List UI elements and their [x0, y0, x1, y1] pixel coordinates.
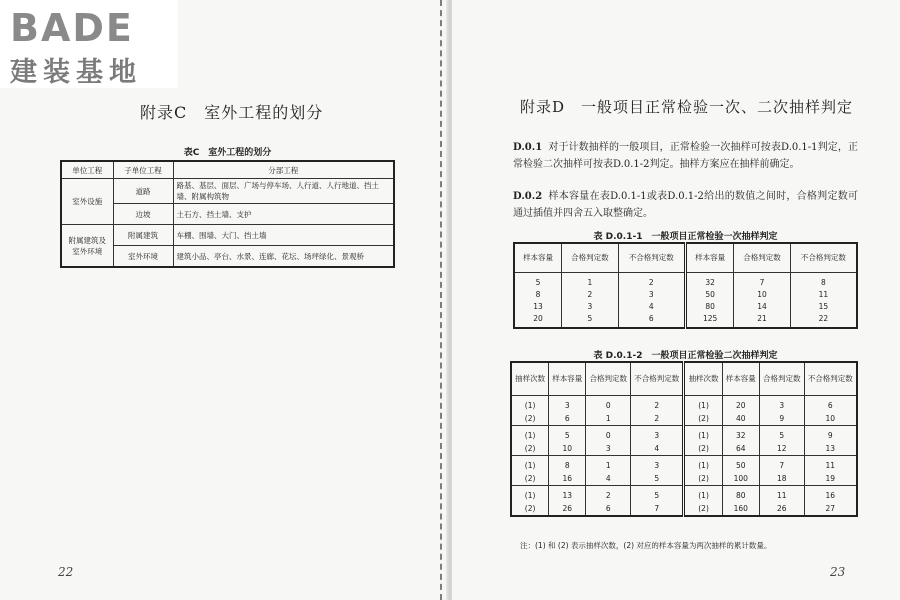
- table-cell: 14: [734, 300, 791, 312]
- table-cell: 18: [759, 472, 804, 486]
- table-cell: 3: [631, 426, 684, 443]
- table-c-caption: 表C 室外工程的划分: [183, 148, 272, 158]
- unit-cell: 室外设施: [61, 179, 113, 225]
- table-cell: (2): [511, 442, 549, 456]
- table-c: [60, 160, 395, 268]
- table-cell: 3: [631, 456, 684, 473]
- table-cell: 50: [722, 456, 759, 473]
- table-cell: 27: [804, 502, 857, 516]
- table-cell: 21: [734, 312, 791, 328]
- table-cell: (1): [511, 456, 549, 473]
- table-d2-header: 样本容量: [722, 362, 759, 396]
- table-d1-caption: 表 D.0.1-1 一般项目正常检验一次抽样判定: [593, 232, 778, 242]
- table-d2: [510, 361, 858, 517]
- table-cell: 9: [759, 412, 804, 426]
- table-cell: 32: [685, 273, 733, 289]
- sub-unit-cell: 道路: [113, 179, 173, 204]
- left-page: [0, 0, 448, 600]
- table-cell: (1): [684, 426, 722, 443]
- appendix-c-title: 附录C 室外工程的划分: [140, 103, 324, 122]
- table-cell: 5: [514, 273, 562, 289]
- table-cell: 20: [514, 312, 562, 328]
- parts-cell: 路基、基层、面层、广场与停车场、人行道、人行地道、挡土墙、附属构筑物: [173, 179, 394, 204]
- table-d1: [513, 242, 858, 329]
- table-d2-header: 样本容量: [549, 362, 586, 396]
- table-row: [511, 472, 857, 486]
- table-cell: 80: [685, 300, 733, 312]
- table-cell: 8: [790, 273, 857, 289]
- table-d2-header: 不合格判定数: [804, 362, 857, 396]
- table-cell: 2: [586, 486, 631, 503]
- table-cell: 7: [759, 456, 804, 473]
- table-row: [511, 396, 857, 413]
- table-cell: 8: [549, 456, 586, 473]
- table-cell: 5: [759, 426, 804, 443]
- table-cell: 100: [722, 472, 759, 486]
- table-row: [511, 442, 857, 456]
- table-cell: 80: [722, 486, 759, 503]
- clause-text: 样本容量在表D.0.1-1或表D.0.1-2给出的数值之间时，合格判定数可通过插值并四舍五入取整确定。: [513, 191, 858, 219]
- table-cell: 2: [631, 396, 684, 413]
- table-cell: 15: [790, 300, 857, 312]
- table-cell: (1): [684, 486, 722, 503]
- table-d1-header: 样本容量: [685, 243, 733, 273]
- table-d2-header-row: [511, 362, 857, 396]
- table-cell: 5: [631, 472, 684, 486]
- table-cell: (1): [511, 396, 549, 413]
- clause-d02: [513, 189, 858, 222]
- table-cell: 6: [586, 502, 631, 516]
- table-cell: 11: [759, 486, 804, 503]
- table-row: [511, 456, 857, 473]
- table-cell: 6: [618, 312, 685, 328]
- table-row: [514, 312, 857, 328]
- parts-cell: 车棚、围墙、大门、挡土墙: [173, 225, 394, 246]
- table-cell: (2): [684, 502, 722, 516]
- table-cell: 3: [759, 396, 804, 413]
- table-cell: (2): [511, 412, 549, 426]
- table-cell: (1): [684, 456, 722, 473]
- logo-subtitle: 建装基地: [10, 57, 142, 88]
- table-d2-header: 抽样次数: [511, 362, 549, 396]
- clause-number: D.0.1: [513, 142, 543, 153]
- table-cell: 32: [722, 426, 759, 443]
- table-d2-header: 不合格判定数: [631, 362, 684, 396]
- table-row: [511, 412, 857, 426]
- table-cell: 13: [804, 442, 857, 456]
- table-cell: 7: [631, 502, 684, 516]
- table-cell: 125: [685, 312, 733, 328]
- table-cell: 20: [722, 396, 759, 413]
- table-note: 注：(1) 和 (2) 表示抽样次数，(2) 对应的样本容量为两次抽样的累计数量。: [520, 541, 772, 550]
- table-cell: 3: [618, 288, 685, 300]
- table-c-header: 单位工程: [61, 161, 113, 179]
- table-cell: 4: [631, 442, 684, 456]
- table-cell: (1): [511, 486, 549, 503]
- table-row: [61, 179, 394, 204]
- table-cell: 1: [562, 273, 619, 289]
- table-row: [511, 502, 857, 516]
- table-cell: 0: [586, 426, 631, 443]
- table-cell: 10: [549, 442, 586, 456]
- sub-unit-cell: 附属建筑: [113, 225, 173, 246]
- appendix-d-title: 附录D 一般项目正常检验一次、二次抽样判定: [520, 98, 854, 116]
- table-cell: 22: [790, 312, 857, 328]
- table-cell: 50: [685, 288, 733, 300]
- table-cell: 11: [790, 288, 857, 300]
- table-cell: 6: [549, 412, 586, 426]
- clause-text: 对于计数抽样的一般项目，正常检验一次抽样可按表D.0.1-1判定，正常检验二次抽样可按表D.0.1-2判定。抽样方案应在抽样前确定。: [513, 142, 858, 170]
- table-cell: 64: [722, 442, 759, 456]
- table-row: [61, 225, 394, 246]
- table-row: [514, 273, 857, 289]
- table-cell: 160: [722, 502, 759, 516]
- table-cell: 6: [804, 396, 857, 413]
- table-row: [511, 426, 857, 443]
- table-d2-header: 合格判定数: [759, 362, 804, 396]
- table-cell: 8: [514, 288, 562, 300]
- table-cell: 16: [804, 486, 857, 503]
- clause-d01: [513, 140, 858, 173]
- clause-number: D.0.2: [513, 191, 543, 202]
- table-cell: 2: [618, 273, 685, 289]
- table-cell: 3: [586, 442, 631, 456]
- table-cell: 2: [562, 288, 619, 300]
- watermark-logo: [0, 0, 178, 88]
- table-cell: 10: [804, 412, 857, 426]
- table-cell: 13: [514, 300, 562, 312]
- table-cell: 4: [618, 300, 685, 312]
- table-cell: 3: [549, 396, 586, 413]
- table-cell: (2): [511, 502, 549, 516]
- table-cell: 0: [586, 396, 631, 413]
- table-cell: 40: [722, 412, 759, 426]
- table-cell: 11: [804, 456, 857, 473]
- table-cell: (1): [684, 396, 722, 413]
- table-cell: 3: [562, 300, 619, 312]
- table-cell: 10: [734, 288, 791, 300]
- table-d2-header: 合格判定数: [586, 362, 631, 396]
- table-row: [511, 486, 857, 503]
- table-d1-header: 不合格判定数: [618, 243, 685, 273]
- table-cell: 12: [759, 442, 804, 456]
- table-cell: 26: [759, 502, 804, 516]
- parts-cell: 土石方、挡土墙、支护: [173, 204, 394, 225]
- table-cell: (2): [511, 472, 549, 486]
- table-cell: 5: [549, 426, 586, 443]
- table-cell: 16: [549, 472, 586, 486]
- table-cell: 5: [562, 312, 619, 328]
- table-cell: 7: [734, 273, 791, 289]
- table-cell: (2): [684, 412, 722, 426]
- table-d1-header: 样本容量: [514, 243, 562, 273]
- table-d1-header: 不合格判定数: [790, 243, 857, 273]
- table-c-header-row: [61, 161, 394, 179]
- unit-cell: 附属建筑及室外环境: [61, 225, 113, 268]
- table-d1-header: 合格判定数: [734, 243, 791, 273]
- table-c-header: 子单位工程: [113, 161, 173, 179]
- sub-unit-cell: 边坡: [113, 204, 173, 225]
- logo-wordmark: BADE: [10, 6, 134, 50]
- table-d1-header-row: [514, 243, 857, 273]
- table-d2-header: 抽样次数: [684, 362, 722, 396]
- table-d1-header: 合格判定数: [562, 243, 619, 273]
- table-cell: 19: [804, 472, 857, 486]
- table-c-header: 分部工程: [173, 161, 394, 179]
- table-cell: 9: [804, 426, 857, 443]
- table-cell: (1): [511, 426, 549, 443]
- table-cell: (2): [684, 442, 722, 456]
- table-cell: 4: [586, 472, 631, 486]
- table-cell: 5: [631, 486, 684, 503]
- table-row: [514, 300, 857, 312]
- table-d2-caption: 表 D.0.1-2 一般项目正常检验二次抽样判定: [593, 351, 778, 361]
- table-cell: 1: [586, 412, 631, 426]
- gutter-fold-line: [440, 0, 442, 600]
- page-number-right: 23: [830, 565, 846, 579]
- table-cell: 26: [549, 502, 586, 516]
- table-cell: (2): [684, 472, 722, 486]
- table-cell: 13: [549, 486, 586, 503]
- parts-cell: 建筑小品、亭台、水景、连廊、花坛、场坪绿化、景观桥: [173, 246, 394, 268]
- table-cell: 2: [631, 412, 684, 426]
- page-number-left: 22: [58, 565, 74, 579]
- sub-unit-cell: 室外环境: [113, 246, 173, 268]
- table-row: [514, 288, 857, 300]
- table-cell: 1: [586, 456, 631, 473]
